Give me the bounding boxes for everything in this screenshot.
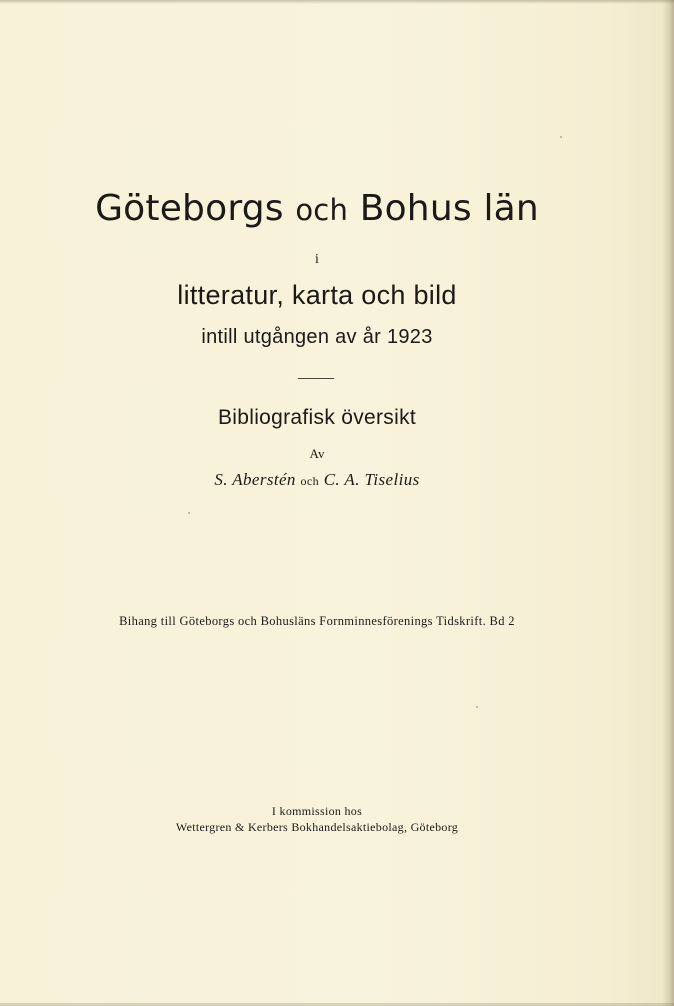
authors-och: och bbox=[300, 474, 320, 488]
date-range-line: intill utgången av år 1923 bbox=[201, 326, 433, 348]
author-first: S. Aberstén bbox=[214, 470, 296, 489]
title-och: och bbox=[295, 193, 349, 227]
by-label: Av bbox=[309, 446, 325, 461]
title-part-2: Bohus län bbox=[359, 188, 539, 229]
commission-line: I kommission hos bbox=[271, 804, 363, 818]
page-right-edge bbox=[662, 0, 674, 1006]
publisher-line: Wettergren & Kerbers Bokhandelsaktiebolag, Göteborg bbox=[175, 820, 459, 834]
series-title: Bihang till Göteborgs och Bohusläns Fornminnesförenings Tidskrift. bbox=[119, 614, 487, 628]
paper-speck bbox=[476, 706, 478, 708]
title-divider bbox=[298, 378, 334, 379]
author-second: C. A. Tiselius bbox=[323, 470, 420, 489]
paper-speck bbox=[560, 136, 562, 138]
series-volume: Bd 2 bbox=[489, 614, 515, 628]
title-connector: i bbox=[315, 252, 319, 267]
authors-line bbox=[0, 470, 634, 490]
page-top-edge bbox=[0, 0, 674, 4]
series-line bbox=[0, 614, 634, 629]
bibliography-heading: Bibliografisk översikt bbox=[218, 406, 416, 429]
title-part-1: Göteborgs bbox=[95, 188, 284, 229]
main-title bbox=[0, 188, 634, 229]
subtitle: litteratur, karta och bild bbox=[177, 280, 457, 310]
paper-speck bbox=[188, 512, 190, 514]
